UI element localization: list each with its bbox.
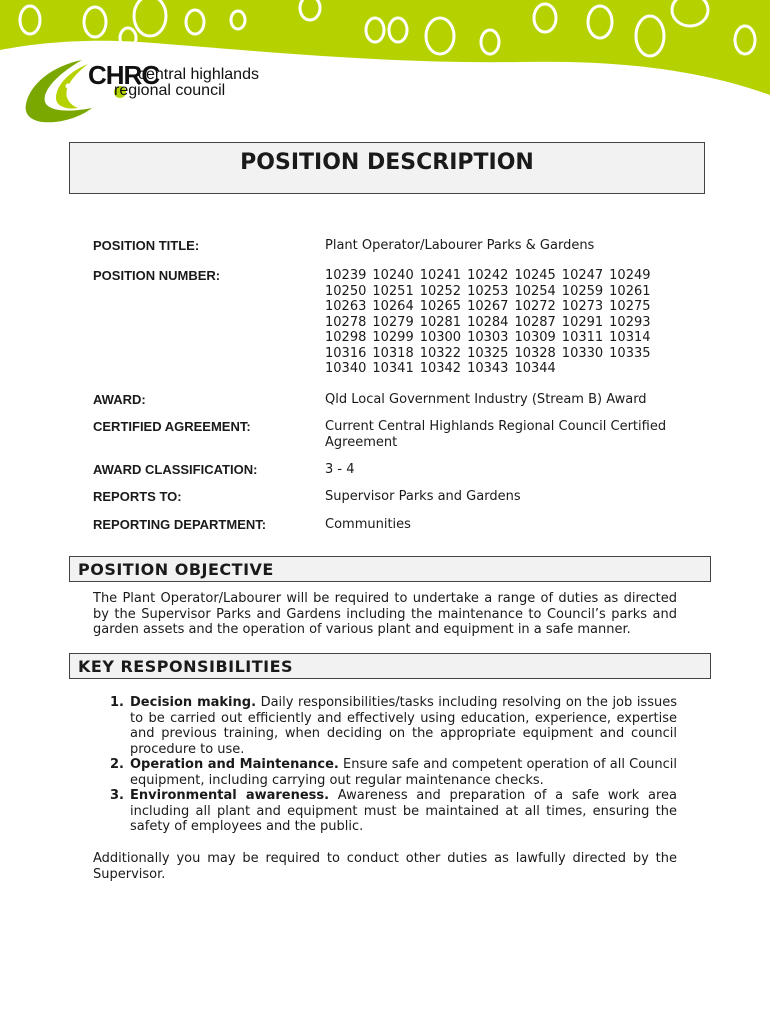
position-number: 10325 (467, 345, 509, 361)
position-number: 10322 (419, 345, 462, 361)
position-number: 10242 (467, 268, 509, 283)
position-number: 10342 (419, 361, 462, 376)
field-value: 3 - 4 (325, 462, 355, 477)
section-heading-objective: POSITION OBJECTIVE (69, 556, 711, 582)
additional-duties-text: Additionally you may be required to conduct other duties as lawfully directed by the Supervisor. (93, 851, 677, 882)
logo-name-line2: regional council (114, 82, 226, 99)
position-number: 10298 (325, 330, 367, 345)
position-number: 10264 (372, 299, 414, 314)
logo-name-line1: central highlands (138, 66, 259, 83)
position-number: 10263 (325, 299, 367, 314)
position-number: 10253 (467, 283, 509, 299)
position-number: 10314 (609, 330, 651, 345)
position-number: 10261 (609, 283, 651, 299)
position-number: 10281 (419, 314, 462, 330)
list-item (93, 757, 677, 788)
position-number: 10318 (372, 345, 414, 361)
position-number: 10284 (467, 314, 509, 330)
field-label: REPORTS TO: (93, 489, 182, 504)
document-title-box (69, 142, 705, 194)
position-number: 10341 (372, 361, 414, 376)
position-number: 10278 (325, 314, 367, 330)
field-value: Current Central Highlands Regional Council Certified Agreement (325, 419, 667, 450)
position-number: 10291 (561, 314, 604, 330)
position-number: 10309 (514, 330, 556, 345)
list-item-number: 3. (110, 788, 124, 803)
position-number: 10300 (419, 330, 462, 345)
position-number: 10303 (467, 330, 509, 345)
position-number: 10240 (372, 268, 414, 283)
list-item-text: Awareness and preparation of a safe work area including all plant and equipment must be maintained at all times, ensuring the safety of employees and the public. (130, 788, 677, 834)
field-value: Communities (325, 517, 411, 532)
position-number: 10343 (467, 361, 509, 376)
position-number: 10254 (514, 283, 556, 299)
position-number: 10293 (609, 314, 651, 330)
logo-abbreviation: CHRC (88, 60, 160, 90)
council-logo-text (88, 60, 259, 99)
position-number: 10275 (609, 299, 651, 314)
position-number: 10259 (561, 283, 604, 299)
position-number: 10340 (325, 361, 367, 376)
position-number: 10273 (561, 299, 604, 314)
field-label: AWARD: (93, 392, 146, 407)
position-number: 10316 (325, 345, 367, 361)
position-number: 10267 (467, 299, 509, 314)
list-item (93, 788, 677, 835)
field-value: Supervisor Parks and Gardens (325, 489, 521, 504)
position-number: 10279 (372, 314, 414, 330)
list-item-text: Ensure safe and competent operation of all Council equipment, including carrying out regular maintenance checks. (130, 757, 677, 788)
document-title: POSITION DESCRIPTION (240, 150, 534, 175)
field-label: CERTIFIED AGREEMENT: (93, 419, 251, 434)
responsibilities-list (93, 695, 677, 835)
list-item-title: Decision making. (130, 695, 257, 710)
objective-text: The Plant Operator/Labourer will be required to undertake a range of duties as directed by the Supervisor Parks and Gardens including the maintenance to Council’s parks and garden assets and the operation of various plant and equipment in a safe manner. (93, 591, 677, 637)
list-item-number: 2. (110, 757, 124, 772)
list-item (93, 695, 677, 757)
list-item-number: 1. (110, 695, 124, 710)
list-item-text: Daily responsibilities/tasks including resolving on the job issues to be carried out efficiently and effectively using education, experience, expertise and previous training, when deciding on the appropriate equipment and council procedure to use. (130, 695, 677, 757)
field-value: Plant Operator/Labourer Parks & Gardens (325, 238, 595, 253)
position-number: 10311 (561, 330, 604, 345)
position-number: 10344 (514, 361, 556, 376)
field-label: AWARD CLASSIFICATION: (93, 462, 258, 477)
position-number: 10252 (419, 283, 462, 299)
field-label: POSITION TITLE: (93, 238, 200, 253)
field-label: POSITION NUMBER: (93, 268, 221, 283)
position-number: 10250 (325, 283, 367, 299)
position-number: 10265 (419, 299, 462, 314)
position-number: 10299 (372, 330, 414, 345)
position-number: 10287 (514, 314, 556, 330)
position-number: 10241 (419, 268, 462, 283)
position-number: 10330 (561, 345, 604, 361)
list-item-title: Environmental awareness. (130, 788, 330, 803)
position-number: 10272 (514, 299, 556, 314)
position-number: 10245 (514, 268, 556, 283)
section-heading-responsibilities: KEY RESPONSIBILITIES (69, 653, 711, 679)
field-value: Qld Local Government Industry (Stream B) Award (325, 392, 647, 407)
list-item-title: Operation and Maintenance. (130, 757, 339, 772)
position-number: 10249 (609, 268, 651, 283)
position-number: 10239 (325, 268, 367, 283)
field-label: REPORTING DEPARTMENT: (93, 517, 267, 532)
position-number-list (325, 268, 670, 377)
position-number: 10247 (561, 268, 604, 283)
position-number: 10335 (609, 345, 651, 361)
position-number: 10251 (372, 283, 414, 299)
position-number: 10328 (514, 345, 556, 361)
